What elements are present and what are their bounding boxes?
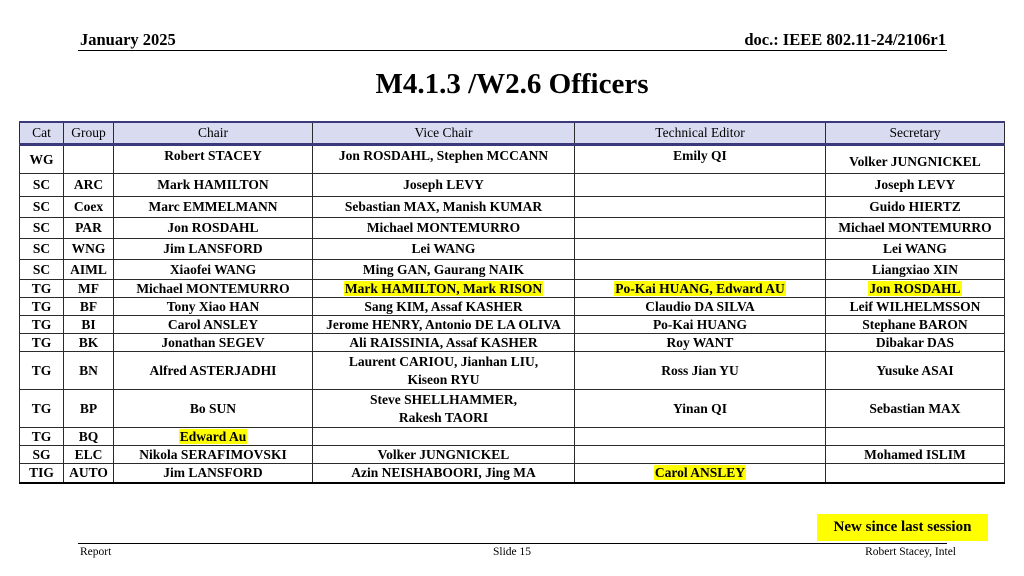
cell-technical-editor: Yinan QI <box>575 390 826 428</box>
cell-group: ELC <box>64 446 114 464</box>
new-since-last-session-legend: New since last session <box>817 514 988 541</box>
cell-group: MF <box>64 280 114 298</box>
table-row-bp <box>20 390 1005 428</box>
cell-technical-editor <box>575 260 826 280</box>
cell-group: WNG <box>64 239 114 260</box>
cell-secretary: Michael MONTEMURRO <box>826 218 1005 239</box>
cell-cat: TG <box>20 352 64 390</box>
cell-chair: Bo SUN <box>114 390 313 428</box>
table-row-wg <box>20 145 1005 174</box>
table-row-bn <box>20 352 1005 390</box>
cell-secretary: Guido HIERTZ <box>826 197 1005 218</box>
column-header-group: Group <box>64 122 114 145</box>
cell-chair: Jim LANSFORD <box>114 464 313 483</box>
cell-secretary <box>826 280 1005 298</box>
cell-vice-chair: Volker JUNGNICKEL <box>313 446 575 464</box>
cell-cat: SC <box>20 197 64 218</box>
cell-cat: SG <box>20 446 64 464</box>
cell-cat: TG <box>20 316 64 334</box>
cell-group: AIML <box>64 260 114 280</box>
column-header-chair: Chair <box>114 122 313 145</box>
cell-cat: TG <box>20 390 64 428</box>
cell-vice-chair: Lei WANG <box>313 239 575 260</box>
cell-group: BP <box>64 390 114 428</box>
cell-cat: WG <box>20 145 64 174</box>
cell-technical-editor: Ross Jian YU <box>575 352 826 390</box>
cell-secretary <box>826 428 1005 446</box>
cell-chair: Robert STACEY <box>114 145 313 174</box>
cell-vice-chair: Sang KIM, Assaf KASHER <box>313 298 575 316</box>
cell-technical-editor <box>575 239 826 260</box>
cell-group <box>64 145 114 174</box>
cell-chair: Nikola SERAFIMOVSKI <box>114 446 313 464</box>
cell-cat: TG <box>20 280 64 298</box>
table-row-wng <box>20 239 1005 260</box>
slide-title: M4.1.3 /W2.6 Officers <box>375 68 649 100</box>
cell-cat: SC <box>20 218 64 239</box>
cell-cat: SC <box>20 174 64 197</box>
cell-chair: Marc EMMELMANN <box>114 197 313 218</box>
cell-group: AUTO <box>64 464 114 483</box>
column-header-secretary: Secretary <box>826 122 1005 145</box>
cell-secretary: Stephane BARON <box>826 316 1005 334</box>
cell-group: BI <box>64 316 114 334</box>
cell-chair: Michael MONTEMURRO <box>114 280 313 298</box>
header-divider <box>78 50 947 51</box>
cell-vice-chair: Jon ROSDAHL, Stephen MCCANN <box>313 145 575 174</box>
cell-vice-chair <box>313 280 575 298</box>
table-row-bk <box>20 334 1005 352</box>
cell-group: ARC <box>64 174 114 197</box>
cell-secretary: Dibakar DAS <box>826 334 1005 352</box>
cell-technical-editor <box>575 428 826 446</box>
cell-cat: SC <box>20 260 64 280</box>
cell-vice-chair: Ming GAN, Gaurang NAIK <box>313 260 575 280</box>
cell-vice-chair <box>313 428 575 446</box>
new-highlight: Edward Au <box>179 428 247 444</box>
table-row-arc <box>20 174 1005 197</box>
cell-secretary: Joseph LEVY <box>826 174 1005 197</box>
table-row-bq <box>20 428 1005 446</box>
cell-secretary: Mohamed ISLIM <box>826 446 1005 464</box>
cell-cat: TG <box>20 428 64 446</box>
column-header-cat: Cat <box>20 122 64 145</box>
table-row-aiml <box>20 260 1005 280</box>
cell-chair: Jon ROSDAHL <box>114 218 313 239</box>
footer-divider <box>78 543 947 544</box>
cell-vice-chair <box>313 352 575 390</box>
cell-chair: Jim LANSFORD <box>114 239 313 260</box>
cell-technical-editor <box>575 218 826 239</box>
cell-group: BF <box>64 298 114 316</box>
cell-secretary <box>826 464 1005 483</box>
cell-technical-editor: Emily QI <box>575 145 826 174</box>
table-header-row <box>20 122 1005 145</box>
cell-chair: Jonathan SEGEV <box>114 334 313 352</box>
footer-author: Robert Stacey, Intel <box>865 546 956 558</box>
cell-group: PAR <box>64 218 114 239</box>
column-header-vice-chair: Vice Chair <box>313 122 575 145</box>
table-row-par <box>20 218 1005 239</box>
table-row-coex <box>20 197 1005 218</box>
cell-technical-editor <box>575 280 826 298</box>
new-highlight: Jon ROSDAHL <box>869 280 961 296</box>
cell-group: BN <box>64 352 114 390</box>
table-row-bf <box>20 298 1005 316</box>
column-header-technical-editor: Technical Editor <box>575 122 826 145</box>
vice-chair-line: Steve SHELLHAMMER, <box>370 391 517 407</box>
footer-report: Report <box>80 546 112 558</box>
cell-technical-editor: Po-Kai HUANG <box>575 316 826 334</box>
cell-chair: Mark HAMILTON <box>114 174 313 197</box>
cell-cat: TIG <box>20 464 64 483</box>
cell-secretary: Lei WANG <box>826 239 1005 260</box>
cell-group: BQ <box>64 428 114 446</box>
cell-secretary: Liangxiao XIN <box>826 260 1005 280</box>
cell-technical-editor <box>575 446 826 464</box>
cell-chair: Alfred ASTERJADHI <box>114 352 313 390</box>
cell-vice-chair: Joseph LEVY <box>313 174 575 197</box>
cell-chair <box>114 428 313 446</box>
cell-vice-chair: Sebastian MAX, Manish KUMAR <box>313 197 575 218</box>
table-row-bi <box>20 316 1005 334</box>
cell-vice-chair: Ali RAISSINIA, Assaf KASHER <box>313 334 575 352</box>
header-date: January 2025 <box>80 30 176 49</box>
cell-vice-chair <box>313 390 575 428</box>
cell-secretary: Sebastian MAX <box>826 390 1005 428</box>
vice-chair-line: Kiseon RYU <box>407 371 480 387</box>
cell-vice-chair: Jerome HENRY, Antonio DE LA OLIVA <box>313 316 575 334</box>
cell-cat: SC <box>20 239 64 260</box>
cell-vice-chair: Michael MONTEMURRO <box>313 218 575 239</box>
cell-technical-editor: Claudio DA SILVA <box>575 298 826 316</box>
cell-technical-editor <box>575 197 826 218</box>
cell-chair: Tony Xiao HAN <box>114 298 313 316</box>
header-doc-id: doc.: IEEE 802.11-24/2106r1 <box>744 30 946 49</box>
cell-chair: Carol ANSLEY <box>114 316 313 334</box>
cell-technical-editor <box>575 174 826 197</box>
cell-cat: TG <box>20 334 64 352</box>
new-highlight: Carol ANSLEY <box>654 464 746 480</box>
cell-chair: Xiaofei WANG <box>114 260 313 280</box>
new-highlight: Mark HAMILTON, Mark RISON <box>344 280 543 296</box>
cell-secretary: Volker JUNGNICKEL <box>826 145 1005 174</box>
cell-cat: TG <box>20 298 64 316</box>
cell-group: Coex <box>64 197 114 218</box>
cell-group: BK <box>64 334 114 352</box>
cell-secretary: Leif WILHELMSSON <box>826 298 1005 316</box>
cell-secretary: Yusuke ASAI <box>826 352 1005 390</box>
cell-technical-editor <box>575 464 826 483</box>
new-highlight: Po-Kai HUANG, Edward AU <box>615 280 785 296</box>
table-row-auto <box>20 464 1005 483</box>
cell-technical-editor: Roy WANT <box>575 334 826 352</box>
officers-table <box>19 121 1005 484</box>
table-row-mf <box>20 280 1005 298</box>
table-row-elc <box>20 446 1005 464</box>
vice-chair-line: Rakesh TAORI <box>398 409 489 425</box>
vice-chair-line: Laurent CARIOU, Jianhan LIU, <box>348 353 539 369</box>
cell-vice-chair: Azin NEISHABOORI, Jing MA <box>313 464 575 483</box>
footer-slide-number: Slide 15 <box>492 546 531 558</box>
